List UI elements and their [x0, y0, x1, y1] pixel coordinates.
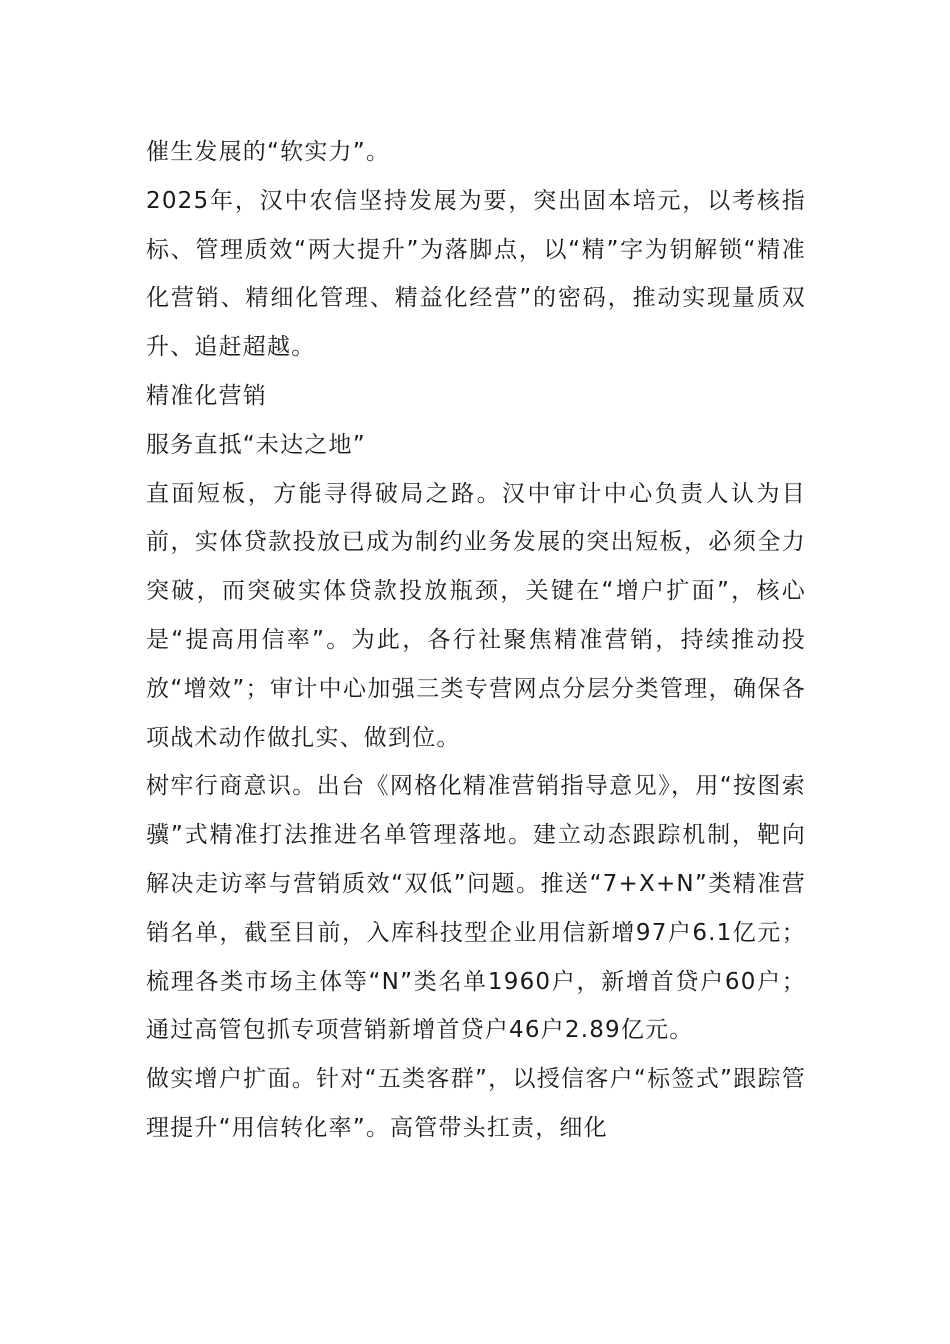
section-heading: 精准化营销: [146, 382, 267, 409]
paragraph-shortboard: 直面短板，方能寻得破局之路。汉中审计中心负责人认为目前，实体贷款投放已成为制约业务发展的突出短板，必须全力突破，而突破实体贷款投放瓶颈，关键在“增户扩面”，核心是“提高用信率”。为此，各行社聚焦精准营销，持续推动投放“增效”；审计中心加强三类专营网点分层分类管理，确保各项战术动作做扎实、做到位。: [146, 480, 806, 751]
paragraph-marketing-awareness: 树牢行商意识。出台《网格化精准营销指导意见》，用“按图索骥”式精准打法推进名单管理落地。建立动态跟踪机制，靶向解决走访率与营销质效“双低”问题。推送“7+X+N”类精准营销名单，截至目前，入库科技型企业用信新增97户6.1亿元；梳理各类市场主体等“N”类名单1960户，新增首贷户60户；通过高管包抓专项营销新增首贷户46户2.89亿元。: [146, 773, 806, 1044]
section-subheading: 服务直抵“未达之地”: [146, 431, 366, 458]
paragraph-customer-expansion: 做实增户扩面。针对“五类客群”，以授信客户“标签式”跟踪管理提升“用信转化率”。高管带头扛责，细化: [146, 1066, 806, 1141]
document-page: [146, 128, 806, 1153]
paragraph-2025-overview: 2025年，汉中农信坚持发展为要，突出固本培元，以考核指标、管理质效“两大提升”为落脚点，以“精”字为钥解锁“精准化营销、精细化管理、精益化经营”的密码，推动实现量质双升、追赶超越。: [146, 187, 806, 361]
paragraph-intro-tail: 催生发展的“软实力”。: [146, 139, 391, 165]
